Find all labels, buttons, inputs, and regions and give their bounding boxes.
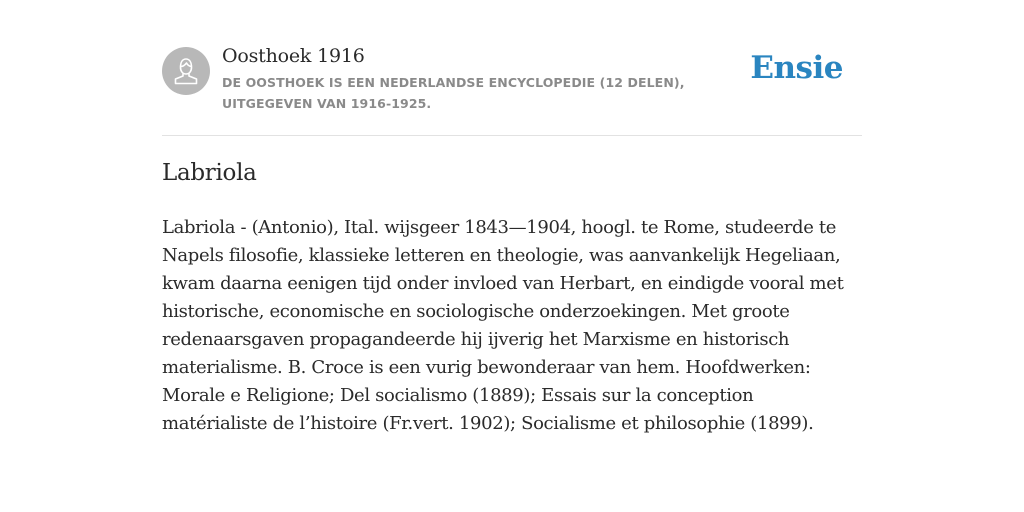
entry-title: Labriola [162, 160, 257, 186]
user-silhouette-icon [162, 47, 210, 95]
source-title[interactable]: Oosthoek 1916 [222, 45, 365, 67]
source-description: DE OOSTHOEK IS EEN NEDERLANDSE ENCYCLOPEDIE (12 DELEN), UITGEGEVEN VAN 1916-1925. [222, 75, 685, 111]
entry-body: Labriola - (Antonio), Ital. wijsgeer 1843—1904, hoogl. te Rome, studeerde te Napels filosofie, klassieke letteren en theologie, was aanvankelijk Hegeliaan, kwam daarna eenigen tijd onder invloed van Herbart, en eindigde vooral met historische, economische en sociologische onderzoekingen. Met groote redenaarsgaven propagandeerde hij ijverig het Marxisme en historisch materialisme. B. Croce is een vurig bewonderaar van hem. Hoofdwerken: Morale e Religione; Del socialismo (1889); Essais sur la conception matérialiste de l’histoire (Fr.vert. 1902); Socialisme et philosophie (1899). [162, 217, 844, 434]
ensie-logo[interactable]: Ensie [750, 50, 843, 86]
page-container [162, 0, 862, 438]
source-avatar[interactable] [162, 47, 210, 95]
source-header [162, 0, 862, 136]
